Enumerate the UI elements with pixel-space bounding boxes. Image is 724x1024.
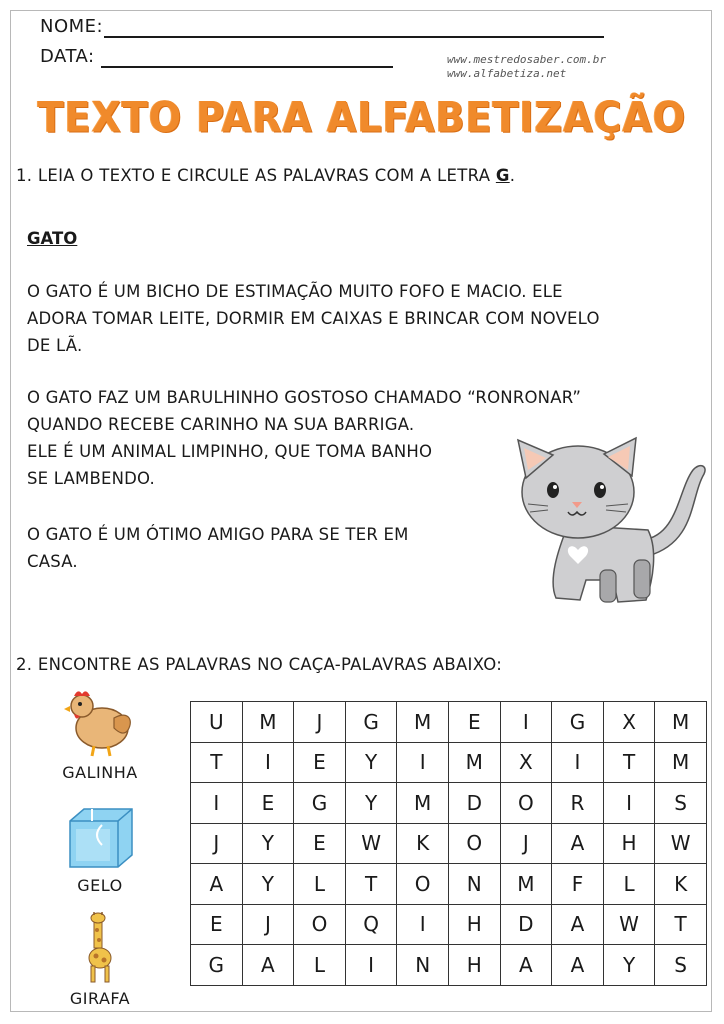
grid-cell[interactable]: E <box>242 783 294 824</box>
story-title: GATO <box>27 229 78 248</box>
grid-cell[interactable]: I <box>345 945 397 986</box>
grid-row <box>191 823 707 864</box>
grid-cell[interactable]: G <box>294 783 346 824</box>
grid-cell[interactable]: E <box>294 742 346 783</box>
grid-row <box>191 702 707 743</box>
grid-row <box>191 945 707 986</box>
date-label: DATA: <box>40 46 95 67</box>
grid-cell[interactable]: Q <box>345 904 397 945</box>
grid-cell[interactable]: S <box>655 783 707 824</box>
grid-cell[interactable]: O <box>397 864 449 905</box>
grid-cell[interactable]: J <box>191 823 243 864</box>
grid-cell[interactable]: S <box>655 945 707 986</box>
grid-cell[interactable]: J <box>242 904 294 945</box>
name-label: NOME: <box>40 16 104 37</box>
story-line: ELE É UM ANIMAL LIMPINHO, QUE TOMA BANHO <box>27 442 433 461</box>
cat-illustration <box>508 430 708 615</box>
question-1-suffix: . <box>509 166 516 185</box>
grid-cell[interactable]: M <box>655 742 707 783</box>
story-line: SE LAMBENDO. <box>27 469 155 488</box>
grid-cell[interactable]: T <box>191 742 243 783</box>
story-line: O GATO É UM BICHO DE ESTIMAÇÃO MUITO FOFO E MACIO. ELE <box>27 282 563 301</box>
word-label-galinha: GALINHA <box>62 763 138 782</box>
grid-cell[interactable]: W <box>345 823 397 864</box>
story-line: QUANDO RECEBE CARINHO NA SUA BARRIGA. <box>27 415 415 434</box>
grid-cell[interactable]: Y <box>345 742 397 783</box>
grid-cell[interactable]: T <box>603 742 655 783</box>
word-label-gelo: GELO <box>77 876 123 895</box>
grid-cell[interactable]: I <box>552 742 604 783</box>
question-1 <box>16 166 515 185</box>
grid-cell[interactable]: M <box>242 702 294 743</box>
word-search-grid <box>190 701 707 986</box>
grid-cell[interactable]: O <box>500 783 552 824</box>
story-line: DE LÃ. <box>27 336 83 355</box>
grid-cell[interactable]: N <box>397 945 449 986</box>
grid-cell[interactable]: L <box>603 864 655 905</box>
story-paragraph-1 <box>27 278 600 359</box>
grid-cell[interactable]: I <box>397 904 449 945</box>
grid-cell[interactable]: G <box>345 702 397 743</box>
giraffe-icon <box>85 910 115 985</box>
grid-cell[interactable]: A <box>500 945 552 986</box>
story-line: ADORA TOMAR LEITE, DORMIR EM CAIXAS E BRINCAR COM NOVELO <box>27 309 600 328</box>
grid-cell[interactable]: I <box>500 702 552 743</box>
grid-cell[interactable]: I <box>191 783 243 824</box>
story-paragraph-2 <box>27 384 581 492</box>
grid-cell[interactable]: L <box>294 864 346 905</box>
page-title: TEXTO PARA ALFABETIZAÇÃO <box>37 92 687 142</box>
grid-cell[interactable]: I <box>242 742 294 783</box>
grid-cell[interactable]: M <box>448 742 500 783</box>
grid-row <box>191 783 707 824</box>
grid-cell[interactable]: F <box>552 864 604 905</box>
grid-cell[interactable]: Y <box>242 864 294 905</box>
ice-cube-icon <box>62 805 137 870</box>
grid-cell[interactable]: D <box>500 904 552 945</box>
grid-row <box>191 742 707 783</box>
grid-cell[interactable]: A <box>552 904 604 945</box>
grid-cell[interactable]: A <box>191 864 243 905</box>
grid-cell[interactable]: A <box>242 945 294 986</box>
grid-cell[interactable]: J <box>294 702 346 743</box>
story-line: O GATO FAZ UM BARULHINHO GOSTOSO CHAMADO “RONRONAR” <box>27 388 582 407</box>
grid-cell[interactable]: J <box>500 823 552 864</box>
grid-cell[interactable]: T <box>655 904 707 945</box>
grid-cell[interactable]: Y <box>242 823 294 864</box>
question-2: 2. ENCONTRE AS PALAVRAS NO CAÇA-PALAVRAS ABAIXO: <box>16 655 503 674</box>
grid-cell[interactable]: I <box>397 742 449 783</box>
story-line: O GATO É UM ÓTIMO AMIGO PARA SE TER EM <box>27 525 409 544</box>
grid-cell[interactable]: W <box>655 823 707 864</box>
question-1-text: 1. LEIA O TEXTO E CIRCULE AS PALAVRAS COM A LETRA <box>16 166 496 185</box>
grid-cell[interactable]: H <box>448 904 500 945</box>
grid-cell[interactable]: X <box>500 742 552 783</box>
grid-cell[interactable]: A <box>552 945 604 986</box>
grid-cell[interactable]: Y <box>345 783 397 824</box>
grid-cell[interactable]: K <box>397 823 449 864</box>
site-url-2: www.alfabetiza.net <box>447 67 567 80</box>
grid-cell[interactable]: H <box>603 823 655 864</box>
grid-cell[interactable]: R <box>552 783 604 824</box>
grid-cell[interactable]: M <box>500 864 552 905</box>
grid-cell[interactable]: T <box>345 864 397 905</box>
grid-cell[interactable]: H <box>448 945 500 986</box>
date-line <box>101 66 393 68</box>
grid-cell[interactable]: E <box>448 702 500 743</box>
grid-cell[interactable]: E <box>294 823 346 864</box>
grid-cell[interactable]: A <box>552 823 604 864</box>
site-url-1: www.mestredosaber.com.br <box>447 53 606 66</box>
grid-cell[interactable]: L <box>294 945 346 986</box>
word-label-girafa: GIRAFA <box>69 989 131 1008</box>
grid-cell[interactable]: G <box>191 945 243 986</box>
chicken-icon <box>62 684 137 759</box>
story-paragraph-3 <box>27 521 409 575</box>
grid-cell[interactable]: D <box>448 783 500 824</box>
grid-row <box>191 864 707 905</box>
grid-cell[interactable]: E <box>191 904 243 945</box>
grid-cell[interactable]: M <box>397 783 449 824</box>
grid-cell[interactable]: G <box>552 702 604 743</box>
name-line <box>104 36 604 38</box>
question-1-letter: G <box>495 166 510 185</box>
grid-cell[interactable]: M <box>655 702 707 743</box>
grid-cell[interactable]: K <box>655 864 707 905</box>
grid-cell[interactable]: W <box>603 904 655 945</box>
grid-row <box>191 904 707 945</box>
grid-cell[interactable]: O <box>448 823 500 864</box>
grid-cell[interactable]: X <box>603 702 655 743</box>
grid-cell[interactable]: N <box>448 864 500 905</box>
grid-cell[interactable]: Y <box>603 945 655 986</box>
grid-cell[interactable]: O <box>294 904 346 945</box>
grid-cell[interactable]: I <box>603 783 655 824</box>
story-line: CASA. <box>27 552 78 571</box>
grid-cell[interactable]: M <box>397 702 449 743</box>
grid-cell[interactable]: U <box>191 702 243 743</box>
